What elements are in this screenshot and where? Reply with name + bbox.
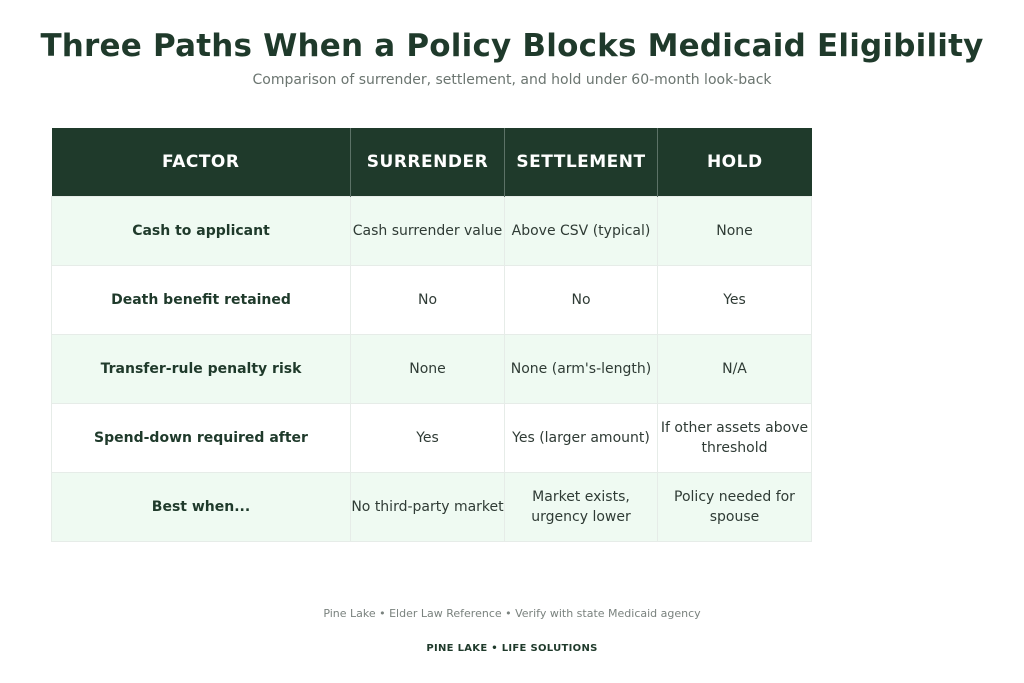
page-subtitle: Comparison of surrender, settlement, and hold under 60-month look-back <box>252 72 772 88</box>
factor-cell: Spend-down required after <box>52 404 351 473</box>
footer-note: Pine Lake • Elder Law Reference • Verify with state Medicaid agency <box>323 607 701 620</box>
header-surrender: SURRENDER <box>351 128 505 197</box>
surrender-cell: None <box>351 335 505 404</box>
table-row <box>52 197 812 266</box>
settlement-cell: Market exists, urgency lower <box>505 473 658 542</box>
factor-cell: Best when... <box>52 473 351 542</box>
table-row <box>52 335 812 404</box>
table-row <box>52 404 812 473</box>
hold-cell: Yes <box>658 266 812 335</box>
surrender-cell: Yes <box>351 404 505 473</box>
surrender-cell: Cash surrender value <box>351 197 505 266</box>
hold-cell: Policy needed for spouse <box>658 473 812 542</box>
header-hold: HOLD <box>658 128 812 197</box>
settlement-cell: No <box>505 266 658 335</box>
factor-cell: Transfer-rule penalty risk <box>52 335 351 404</box>
comparison-table <box>51 128 812 542</box>
table-row <box>52 266 812 335</box>
header-factor: FACTOR <box>52 128 351 197</box>
table-row <box>52 473 812 542</box>
hold-cell: None <box>658 197 812 266</box>
factor-cell: Cash to applicant <box>52 197 351 266</box>
settlement-cell: Above CSV (typical) <box>505 197 658 266</box>
table-header-row <box>52 128 812 197</box>
settlement-cell: None (arm's-length) <box>505 335 658 404</box>
hold-cell: If other assets above threshold <box>658 404 812 473</box>
surrender-cell: No <box>351 266 505 335</box>
hold-cell: N/A <box>658 335 812 404</box>
brand-mark: PINE LAKE • LIFE SOLUTIONS <box>426 643 598 654</box>
page-title: Three Paths When a Policy Blocks Medicaid Eligibility <box>40 28 984 64</box>
factor-cell: Death benefit retained <box>52 266 351 335</box>
surrender-cell: No third-party market <box>351 473 505 542</box>
header-settlement: SETTLEMENT <box>505 128 658 197</box>
settlement-cell: Yes (larger amount) <box>505 404 658 473</box>
